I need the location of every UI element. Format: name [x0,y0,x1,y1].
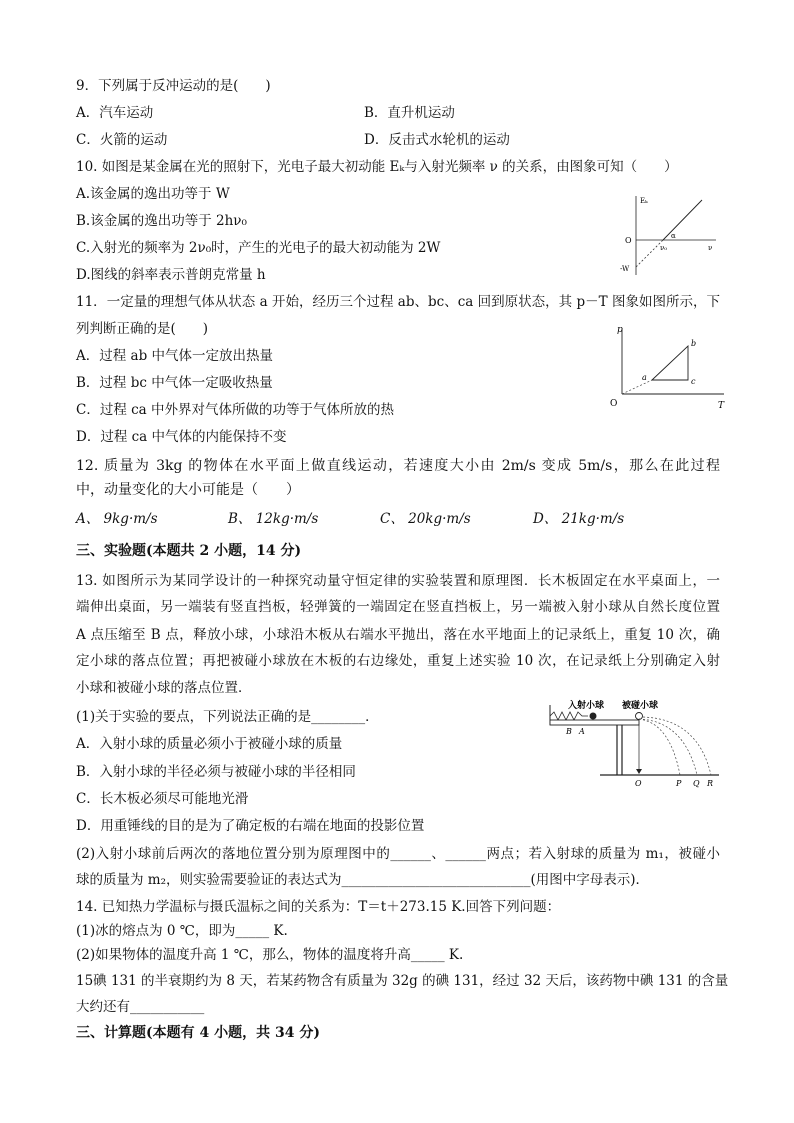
q13-option-b: B．入射小球的半径必须与被碰小球的半径相同 [76,764,356,780]
q10-ek-label: Eₖ [640,197,648,205]
q13-part2-line2: 球的质量为 m₂，则实验需要验证的表达式为____________________________(用图中字母表示)． [76,872,650,888]
q11-cycle-triangle [652,346,688,380]
q11-option-b: B．过程 bc 中气体一定吸收热量 [76,375,273,391]
q11-origin-label: O [610,399,618,409]
q12-stem-line1: 12. 质量为 3kg 的物体在水平面上做直线运动，若速度大小由 2m/s 变成 5m/s，那么在此过程 [76,458,720,474]
q13-line1: 13. 如图所示为某同学设计的一种探究动量守恒定律的实验装置和原理图．长木板固定在水平桌面上，一 [76,573,720,589]
q10-alpha-label: α [671,232,676,240]
q13-line2: 端伸出桌面，另一端装有竖直挡板，轻弹簧的一端固定在竖直挡板上，另一端被入射小球从自然长度位置 [76,599,720,615]
q11-option-d: D．过程 ca 中气体的内能保持不变 [76,429,287,445]
q14-part1: (1)冰的熔点为 0 ℃，即为_____ K. [76,923,288,939]
q13-target-ball-label: 被碰小球 [622,701,659,711]
q11-t-label: T [718,401,725,411]
section-calculation-header: 三、计算题(本题有 4 小题，共 34 分) [76,1025,320,1041]
q9-option-c: C．火箭的运动 [76,132,168,148]
q9-option-b: B．直升机运动 [364,105,455,121]
q10-option-a: A.该金属的逸出功等于 W [76,186,230,202]
q10-nu-label: ν [708,244,713,252]
q14-part2: (2)如果物体的温度升高 1 ℃，那么，物体的温度将升高_____ K. [76,947,464,963]
q10-ek-nu-graph [616,190,726,280]
q9-option-a: A．汽车运动 [76,105,154,121]
q13-part1: (1)关于实验的要点，下列说法正确的是________． [76,709,379,725]
q11-option-c: C．过程 ca 中外界对气体所做的功等于气体所放的热 [76,402,395,418]
q15-line1: 15碘 131 的半衰期约为 8 天，若某药物含有质量为 32g 的碘 131，经过 32 天后，该药物中碘 131 的含量 [76,973,729,989]
q13-line4: 定小球的落点位置；再把被碰小球放在木板的右边缘处，重复上述实验 10 次，在记录纸上分别确定入射 [76,653,720,669]
q11-option-a: A．过程 ab 中气体一定放出热量 [76,348,274,364]
q9-option-d: D．反击式水轮机的运动 [364,132,510,148]
q13-point-b-label: B [566,727,572,736]
q13-plumb-bob [636,769,642,774]
q13-trajectory-r [643,717,711,775]
q10-nu0-label: ν₀ [660,244,668,252]
q15-line2: 大约还有___________ [76,999,205,1015]
q12-option-c: C、 20kg·m/s [380,511,471,527]
q10-option-c: C.入射光的频率为 2ν₀时，产生的光电子的最大初动能为 2W [76,240,441,256]
q13-option-d: D．用重锤线的目的是为了确定板的右端在地面的投影位置 [76,818,425,834]
q11-p-t-graph [608,322,733,414]
q10-stem: 10. 如图是某金属在光的照射下，光电子最大初动能 Eₖ与入射光频率 ν 的关系，由图象可知（ ） [76,159,678,175]
q11-stem-line2: 列判断正确的是( ) [76,321,209,337]
q13-point-r-label: R [707,779,714,788]
q13-incident-ball [590,713,597,720]
q10-graph-line [663,200,702,240]
q12-option-b: B、 12kg·m/s [228,511,319,527]
q13-line3: A 点压缩至 B 点，释放小球，小球沿木板从右端水平抛出，落在水平地面上的记录纸上，重复 10 次，确 [76,627,720,643]
q13-part2-line1: (2)入射小球前后两次的落地位置分别为原理图中的______、______两点；若入射球的质量为 m₁，被碰小 [76,846,720,862]
q13-trajectory-p [639,719,680,775]
q14-stem: 14. 已知热力学温标与摄氏温标之间的关系为：T＝t＋273.15 K.回答下列问题： [76,899,561,915]
q13-spring [550,712,588,720]
q11-point-c-label: c [691,377,696,386]
q13-point-a-label: A [579,727,585,736]
q13-trajectory-q [639,719,697,775]
q13-target-ball [636,713,643,720]
q11-dashed-extension [622,380,652,394]
q11-point-a-label: a [642,373,647,382]
section-experiment-header: 三、实验题(本题共 2 小题，14 分) [76,543,302,559]
q13-line5: 小球和被碰小球的落点位置． [76,680,252,696]
q12-stem-line2: 中，动量变化的大小可能是（ ） [76,482,300,498]
q10-option-d: D.图线的斜率表示普朗克常量 h [76,267,266,283]
q13-option-c: C．长木板必须尽可能地光滑 [76,791,249,807]
q12-option-d: D、 21kg·m/s [533,511,625,527]
q13-point-q-label: Q [693,779,700,788]
q11-point-b-label: b [691,339,697,348]
q10-option-b: B.该金属的逸出功等于 2hν₀ [76,213,247,229]
q10-dashed-line [636,240,663,267]
q11-p-label: p [617,325,623,335]
q12-option-a: A、 9kg·m/s [76,511,158,527]
q9-stem: 9．下列属于反冲运动的是( ) [76,78,271,94]
q13-option-a: A．入射小球的质量必须小于被碰小球的质量 [76,736,343,752]
q13-point-o-label: O [635,779,642,788]
q10-minus-w-label: -W [620,265,630,273]
q13-long-board [550,720,639,725]
q11-stem-line1: 11．一定量的理想气体从状态 a 开始，经历三个过程 ab、bc、ca 回到原状态，其 p－T 图象如图所示，下 [76,294,720,310]
q13-incident-ball-label: 入射小球 [568,701,605,711]
q13-apparatus-diagram [544,697,724,792]
q10-origin-label: O [625,236,632,245]
q13-point-p-label: P [676,779,682,788]
